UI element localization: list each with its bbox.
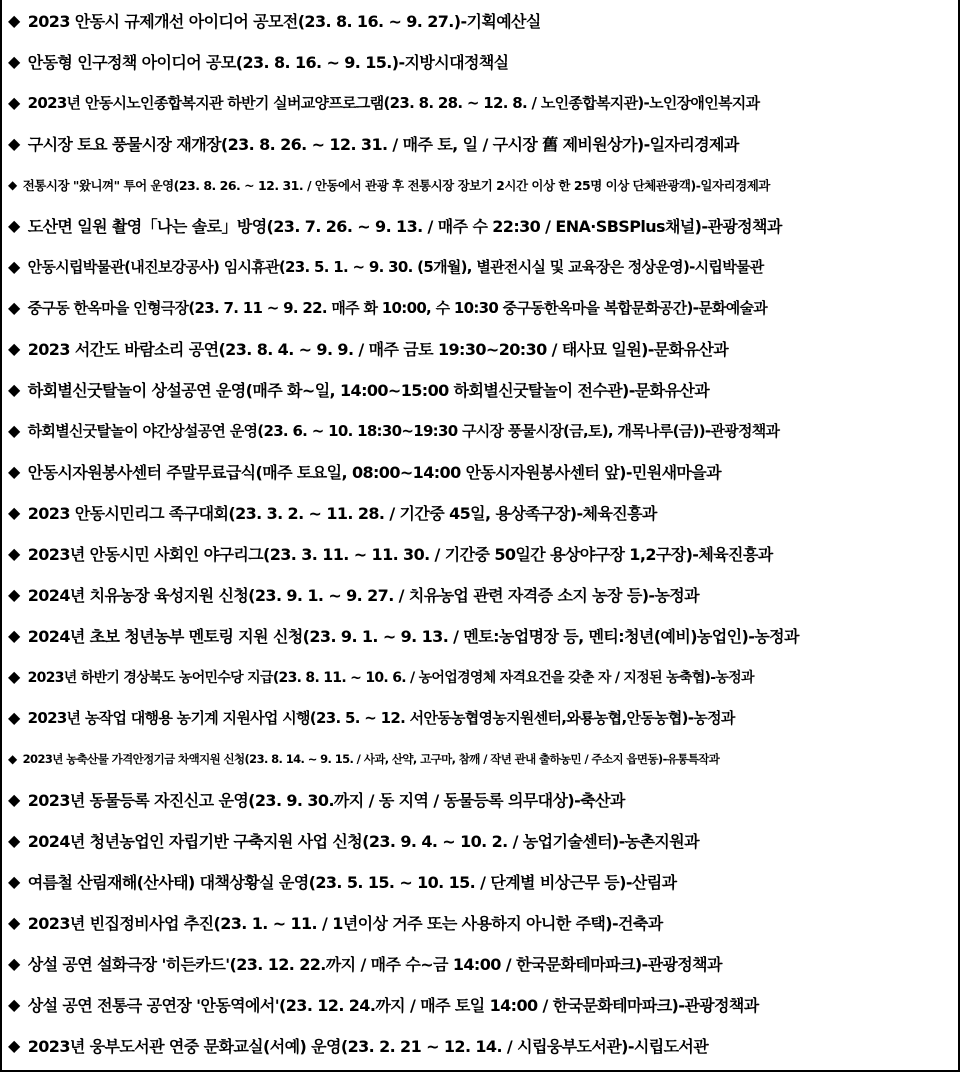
notice-list bbox=[2, 0, 958, 1066]
list-item bbox=[2, 779, 958, 820]
item-text: 2023년 농축산물 가격안정기금 차액지원 신청(23. 8. 14. ~ 9. 15. / 사과, 산약, 고구마, 참깨 / 작년 관내 출하농민 / 주소지 읍면동)-유통특작과 bbox=[22, 751, 720, 766]
list-item bbox=[2, 861, 958, 902]
diamond-bullet-icon: ◆ bbox=[8, 584, 20, 604]
list-item bbox=[2, 82, 958, 123]
diamond-bullet-icon: ◆ bbox=[8, 1035, 20, 1055]
diamond-bullet-icon: ◆ bbox=[8, 338, 20, 358]
list-item bbox=[2, 492, 958, 533]
list-item bbox=[2, 369, 958, 410]
item-text: 여름철 산림재해(산사태) 대책상황실 운영(23. 5. 15. ~ 10. 15. / 단계별 비상근무 등)-산림과 bbox=[27, 873, 677, 892]
item-text: 2024년 초보 청년농부 멘토링 지원 신청(23. 9. 1. ~ 9. 13. / 멘토:농업명장 등, 멘티:청년(예비)농업인)-농정과 bbox=[27, 627, 799, 646]
diamond-bullet-icon: ◆ bbox=[8, 379, 20, 399]
diamond-bullet-icon: ◆ bbox=[8, 543, 20, 563]
diamond-bullet-icon: ◆ bbox=[8, 830, 20, 850]
list-item bbox=[2, 164, 958, 205]
list-item bbox=[2, 738, 958, 779]
diamond-bullet-icon: ◆ bbox=[8, 51, 20, 71]
item-text: 2024년 치유농장 육성지원 신청(23. 9. 1. ~ 9. 27. / 치유농업 관련 자격증 소지 농장 등)-농정과 bbox=[27, 586, 700, 605]
list-item bbox=[2, 410, 958, 451]
item-text: 안동시립박물관(내진보강공사) 임시휴관(23. 5. 1. ~ 9. 30. (5개월), 별관전시실 및 교육장은 정상운영)-시립박물관 bbox=[27, 258, 764, 276]
diamond-bullet-icon: ◆ bbox=[8, 92, 20, 112]
item-text: 2023년 동물등록 자진신고 운영(23. 9. 30.까지 / 동 지역 / 동물등록 의무대상)-축산과 bbox=[27, 791, 625, 810]
diamond-bullet-icon: ◆ bbox=[8, 297, 20, 317]
diamond-bullet-icon: ◆ bbox=[8, 912, 20, 932]
item-text: 상설 공연 설화극장 '히든카드'(23. 12. 22.까지 / 매주 수~금 14:00 / 한국문화테마파크)-관광정책과 bbox=[27, 955, 722, 974]
diamond-bullet-icon: ◆ bbox=[8, 177, 17, 192]
item-text: 전통시장 "왔니껴" 투어 운영(23. 8. 26. ~ 12. 31. / 안동에서 관광 후 전통시장 장보기 2시간 이상 한 25명 이상 단체관광객)-일자리경제과 bbox=[22, 177, 770, 193]
item-text: 2023년 농작업 대행용 농기계 지원사업 시행(23. 5. ~ 12. 서안동농협영농지원센터,와룡농협,안동농협)-농정과 bbox=[27, 709, 735, 727]
diamond-bullet-icon: ◆ bbox=[8, 133, 20, 153]
diamond-bullet-icon: ◆ bbox=[8, 502, 20, 522]
item-text: 2023년 안동시노인종합복지관 하반기 실버교양프로그램(23. 8. 28. ~ 12. 8. / 노인종합복지관)-노인장애인복지과 bbox=[27, 94, 760, 112]
diamond-bullet-icon: ◆ bbox=[8, 461, 20, 481]
list-item bbox=[2, 943, 958, 984]
item-text: 하회별신굿탈놀이 상설공연 운영(매주 화~일, 14:00~15:00 하회별신굿탈놀이 전수관)-문화유산과 bbox=[27, 381, 710, 400]
diamond-bullet-icon: ◆ bbox=[8, 871, 20, 891]
list-item bbox=[2, 615, 958, 656]
item-text: 안동형 인구정책 아이디어 공모(23. 8. 16. ~ 9. 15.)-지방시대정책실 bbox=[27, 53, 509, 72]
list-item bbox=[2, 41, 958, 82]
list-item bbox=[2, 0, 958, 41]
list-item bbox=[2, 328, 958, 369]
item-text: 안동시자원봉사센터 주말무료급식(매주 토요일, 08:00~14:00 안동시자원봉사센터 앞)-민원새마을과 bbox=[27, 463, 721, 482]
list-item bbox=[2, 287, 958, 328]
list-item bbox=[2, 574, 958, 615]
list-item bbox=[2, 656, 958, 697]
diamond-bullet-icon: ◆ bbox=[8, 707, 20, 727]
list-item bbox=[2, 1025, 958, 1066]
list-item bbox=[2, 697, 958, 738]
item-text: 2023 서간도 바람소리 공연(23. 8. 4. ~ 9. 9. / 매주 금토 19:30~20:30 / 태사묘 일원)-문화유산과 bbox=[27, 340, 729, 359]
item-text: 도산면 일원 촬영「나는 솔로」방영(23. 7. 26. ~ 9. 13. / 매주 수 22:30 / ENA·SBSPlus채널)-관광정책과 bbox=[27, 217, 782, 236]
list-item bbox=[2, 820, 958, 861]
item-text: 중구동 한옥마을 인형극장(23. 7. 11 ~ 9. 22. 매주 화 10:00, 수 10:30 중구동한옥마을 복합문화공간)-문화예술과 bbox=[27, 299, 768, 317]
list-item bbox=[2, 451, 958, 492]
diamond-bullet-icon: ◆ bbox=[8, 10, 20, 30]
item-text: 2024년 청년농업인 자립기반 구축지원 사업 신청(23. 9. 4. ~ 10. 2. / 농업기술센터)-농촌지원과 bbox=[27, 832, 699, 851]
item-text: 상설 공연 전통극 공연장 '안동역에서'(23. 12. 24.까지 / 매주 토일 14:00 / 한국문화테마파크)-관광정책과 bbox=[27, 996, 759, 1015]
diamond-bullet-icon: ◆ bbox=[8, 215, 20, 235]
item-text: 2023 안동시민리그 족구대회(23. 3. 2. ~ 11. 28. / 기간중 45일, 용상족구장)-체육진흥과 bbox=[27, 504, 657, 523]
list-item bbox=[2, 246, 958, 287]
list-item bbox=[2, 533, 958, 574]
diamond-bullet-icon: ◆ bbox=[8, 666, 20, 686]
item-text: 2023년 빈집정비사업 추진(23. 1. ~ 11. / 1년이상 거주 또는 사용하지 아니한 주택)-건축과 bbox=[27, 914, 663, 933]
item-text: 하회별신굿탈놀이 야간상설공연 운영(23. 6. ~ 10. 18:30~19:30 구시장 풍물시장(금,토), 개목나루(금))-관광정책과 bbox=[27, 422, 780, 440]
list-item bbox=[2, 205, 958, 246]
item-text: 2023 안동시 규제개선 아이디어 공모전(23. 8. 16. ~ 9. 27.)-기획예산실 bbox=[27, 12, 541, 31]
diamond-bullet-icon: ◆ bbox=[8, 751, 17, 766]
item-text: 구시장 토요 풍물시장 재개장(23. 8. 26. ~ 12. 31. / 매주 토, 일 / 구시장 舊 제비원상가)-일자리경제과 bbox=[27, 135, 739, 154]
diamond-bullet-icon: ◆ bbox=[8, 625, 20, 645]
diamond-bullet-icon: ◆ bbox=[8, 789, 20, 809]
diamond-bullet-icon: ◆ bbox=[8, 420, 20, 440]
list-item bbox=[2, 123, 958, 164]
diamond-bullet-icon: ◆ bbox=[8, 256, 20, 276]
diamond-bullet-icon: ◆ bbox=[8, 994, 20, 1014]
list-item bbox=[2, 984, 958, 1025]
item-text: 2023년 안동시민 사회인 야구리그(23. 3. 11. ~ 11. 30. / 기간중 50일간 용상야구장 1,2구장)-체육진흥과 bbox=[27, 545, 773, 564]
item-text: 2023년 웅부도서관 연중 문화교실(서예) 운영(23. 2. 21 ~ 12. 14. / 시립웅부도서관)-시립도서관 bbox=[27, 1037, 709, 1056]
diamond-bullet-icon: ◆ bbox=[8, 953, 20, 973]
item-text: 2023년 하반기 경상북도 농어민수당 지급(23. 8. 11. ~ 10. 6. / 농어업경영체 자격요건을 갖춘 자 / 지정된 농축협)-농정과 bbox=[27, 669, 754, 686]
list-item bbox=[2, 902, 958, 943]
